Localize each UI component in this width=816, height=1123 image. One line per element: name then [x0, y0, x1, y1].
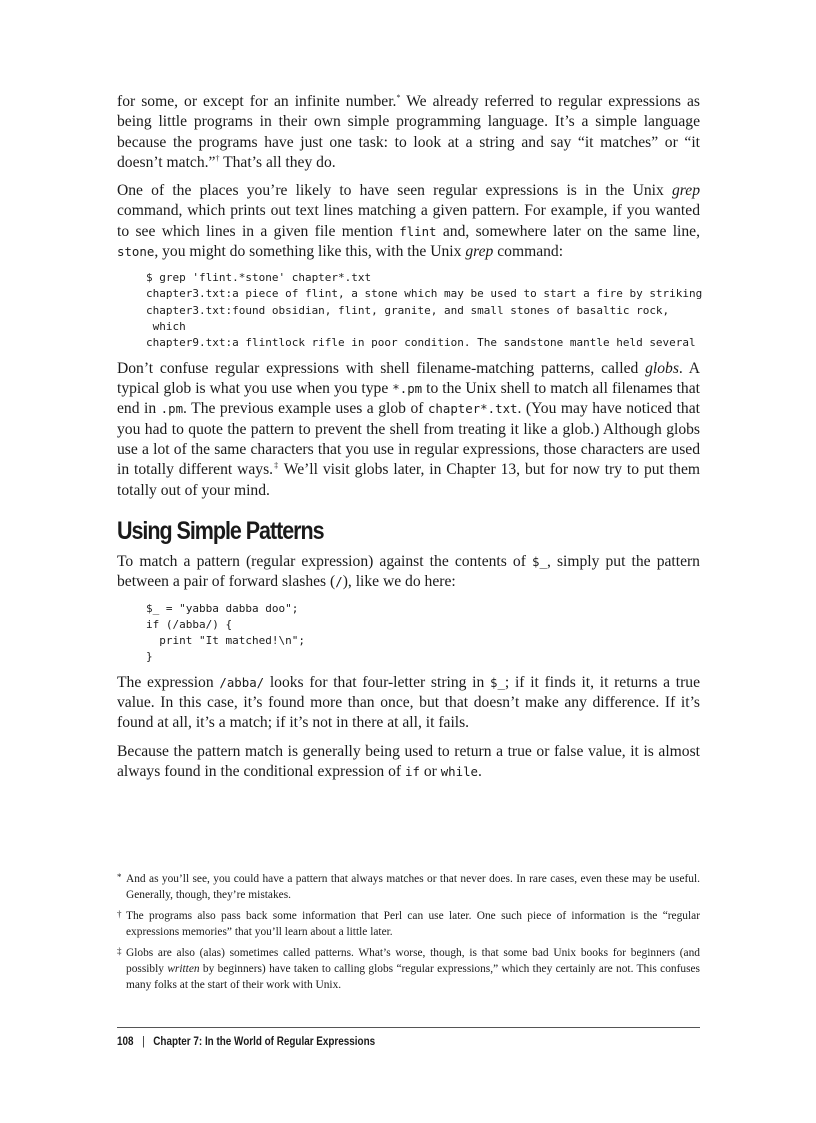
text: . The previous example uses a glob of [183, 400, 428, 418]
code-pm: .pm [160, 401, 184, 417]
paragraph-3 [117, 359, 700, 501]
page-footer [117, 1036, 375, 1048]
text: ), like we do here: [342, 573, 456, 591]
code-line: if (/abba/) { [146, 617, 233, 631]
text: One of the places you’re likely to have seen regular expressions is in the Unix [117, 182, 672, 200]
footer-rule [117, 1027, 700, 1028]
code-line: which [146, 319, 186, 333]
footnote-text: The programs also pass back some information that Perl can use later. One such piece of information is the “regular expressions memories” that you’ll learn about a little later. [126, 910, 700, 938]
code-chapter-glob: chapter*.txt [427, 401, 518, 417]
text: . [478, 763, 482, 781]
text: Don’t confuse regular expressions with shell filename-matching patterns, called [117, 359, 646, 377]
code-line: chapter9.txt:a flintlock rifle in poor condition. The sandstone mantle held several [146, 335, 696, 349]
footnote-ref-2[interactable]: † [215, 153, 220, 163]
footnote-ref-1[interactable]: * [396, 93, 401, 102]
code-flint: flint [399, 223, 437, 239]
command-grep: grep [671, 182, 700, 200]
code-stone: stone [117, 244, 155, 260]
code-line: print "It matched!\n"; [146, 633, 305, 647]
text: or [419, 763, 441, 781]
footnote-emphasis: written [167, 963, 200, 975]
paragraph-6 [117, 742, 700, 783]
code-star-pm: *.pm [392, 381, 423, 397]
code-dollar-underscore: $_ [490, 674, 505, 690]
text: The expression [117, 673, 220, 691]
code-while: while [440, 764, 479, 780]
footnote-ref-3[interactable]: ‡ [273, 461, 280, 471]
code-block-match [146, 601, 700, 665]
text: We already referred to regular expressions as being little programs in their own simple programming language. It’s a simple language because the programs have just one task: to look at a string and say “it matches” or “it doesn’t match.” [117, 93, 700, 171]
footer-separator: | [142, 1036, 145, 1048]
code-line: $ grep 'flint.*stone' chapter*.txt [146, 271, 372, 285]
footnote-3 [117, 945, 700, 993]
footnote-mark: ‡ [117, 946, 122, 956]
code-line: chapter3.txt:found obsidian, flint, granite, and small stones of basaltic rock, [146, 303, 670, 317]
text: . (You may have noticed that you had to quote the pattern to prevent the shell from treating it like a glob.) Although globs use a lot of the same characters that you use in regular expressions, those characters are used in totally different ways. [117, 400, 700, 479]
code-line: $_ = "yabba dabba doo"; [146, 601, 299, 615]
command-grep: grep [465, 243, 494, 261]
code-abba: /abba/ [219, 674, 265, 690]
text: Because the pattern match is generally being used to return a true or false value, it is almost always found in the conditional expression of [117, 742, 700, 781]
text: , simply put the pattern between a pair of forward slashes ( [117, 552, 700, 591]
paragraph-5 [117, 673, 700, 734]
text: for some, or except for an infinite number. [117, 93, 397, 110]
paragraph-4 [117, 552, 700, 593]
footnote-text: And as you’ll see, you could have a pattern that always matches or that never does. In rare cases, even these may be useful. Generally, though, they’re mistakes. [126, 873, 700, 901]
footnote-2 [117, 908, 700, 940]
page-body [117, 92, 703, 790]
footnote-mark: * [117, 872, 122, 882]
paragraph-2 [117, 181, 700, 262]
code-slash: / [335, 574, 343, 590]
text: command, which prints out text lines matching a given pattern. For example, if you wanted to see which lines in a given file mention [117, 202, 700, 240]
text: , you might do something like this, with the Unix [154, 243, 466, 261]
code-if: if [405, 764, 420, 780]
text: and, somewhere later on the same line, [436, 222, 700, 240]
text: We’ll visit globs later, in Chapter 13, but for now try to put them totally out of your mind. [117, 461, 700, 499]
text: looks for that four-letter string in [264, 673, 490, 691]
page-number: 108 [117, 1036, 134, 1048]
term-globs: globs [645, 359, 679, 377]
text: To match a pattern (regular expression) against the contents of [117, 552, 533, 570]
footnote-text: Globs are also (alas) sometimes called patterns. What’s worse, though, is that some bad Unix books for beginners (and possibly [126, 947, 700, 975]
text: ; if it finds it, it returns a true value. In this case, it’s found more than once, but that doesn’t make any difference. If it’s found at all, it’s a match; if it’s not in there at all, it fails. [117, 673, 700, 732]
footnote-1 [117, 871, 700, 903]
text: . A typical glob is what you use when you type [117, 359, 701, 398]
code-dollar-underscore: $_ [532, 553, 547, 569]
text: to the Unix shell to match all filenames that end in [117, 380, 700, 418]
code-line: } [146, 649, 153, 663]
code-block-grep [146, 270, 703, 350]
text: command: [493, 243, 564, 261]
text: That’s all they do. [219, 153, 336, 171]
footnote-text: by beginners) have taken to calling globs “regular expressions,” which they certainly are not. This confuses many folks at the start of their work with Unix. [126, 963, 700, 991]
paragraph-1 [117, 92, 700, 173]
code-line: chapter3.txt:a piece of flint, a stone which may be used to start a fire by striking [146, 287, 703, 301]
footnote-mark: † [117, 909, 122, 919]
running-chapter-title: Chapter 7: In the World of Regular Expressions [153, 1036, 376, 1048]
footnotes [117, 871, 700, 998]
section-heading: Using Simple Patterns [117, 516, 324, 545]
